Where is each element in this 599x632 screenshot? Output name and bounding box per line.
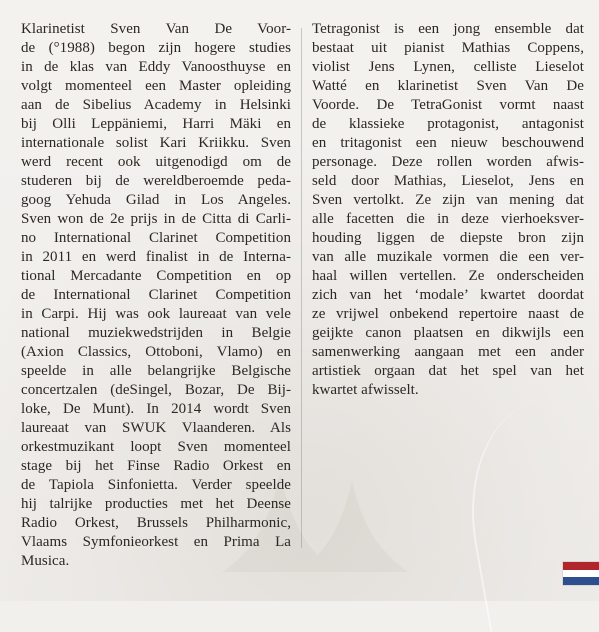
right_column-line-7: en tritagonist een nieuw beschouwend: [312, 135, 584, 151]
right_column-line-1: Tetragonist is een jong ensemble dat: [312, 21, 584, 37]
column-divider: [301, 28, 302, 548]
decorative-arc: [452, 388, 599, 631]
right_column-line-9: seld door Mathias, Lieselot, Jens en: [312, 173, 584, 189]
left_column-line-29: Musica.: [21, 553, 70, 569]
right_column-line-4: Watté en klarinetist Sven Van De: [312, 78, 584, 94]
left_column-line-26: hij talrijke producties met het Deense: [21, 496, 291, 512]
left_column-line-4: volgt momenteel een Master opleiding: [21, 78, 291, 94]
flag-blue-stripe: [563, 577, 599, 585]
right_column-line-5: Voorde. De TetraGonist vormt naast: [312, 97, 584, 113]
left_column-line-24: stage bij het Finse Radio Orkest en: [21, 458, 291, 474]
right_column-line-10: Sven vertolkt. Ze zijn van mening dat: [312, 192, 584, 208]
right_column-line-16: ze vrijwel onbekend repertoire naast de: [312, 306, 584, 322]
left_column-line-28: Vlaams Symfonieorkest en Prima La: [21, 534, 291, 550]
left_column-line-15: de International Clarinet Competition: [21, 287, 291, 303]
left-text-column: [21, 20, 291, 571]
left_column-line-6: bij Olli Leppäniemi, Harri Mäki en: [21, 116, 291, 132]
right_column-line-8: personage. Deze rollen worden afwis-: [312, 154, 584, 170]
left_column-line-5: aan de Sibelius Academy in Helsinki: [21, 97, 291, 113]
right_column-line-14: haal willen vertellen. Ze onderscheiden: [312, 268, 584, 284]
right_column-line-2: bestaat uit pianist Mathias Coppens,: [312, 40, 584, 56]
right_column-line-13: van alle muzikale vormen die een ver-: [312, 249, 584, 265]
left_column-line-2: de (°1988) begon zijn hogere studies: [21, 40, 291, 56]
left_column-line-22: laureaat van SWUK Vlaanderen. Als: [21, 420, 291, 436]
left_column-line-9: studeren bij de wereldberoemde peda-: [21, 173, 291, 189]
watermark-shape-right: [298, 480, 408, 572]
left_column-line-7: internationale solist Kari Kriikku. Sven: [21, 135, 291, 151]
right_column-line-20: kwartet afwisselt.: [312, 382, 419, 398]
left_column-line-10: goog Yehuda Gilad in Los Angeles.: [21, 192, 291, 208]
left_column-line-11: Sven won de 2e prijs in de Citta di Carli-: [21, 211, 291, 227]
right_column-line-12: houding liggen de diepste bron zijn: [312, 230, 584, 246]
left_column-line-1: Klarinetist Sven Van De Voor-: [21, 21, 291, 37]
left_column-line-17: national muziekwedstrijden in Belgie: [21, 325, 291, 341]
flag-white-stripe: [563, 570, 599, 578]
flag-red-stripe: [563, 562, 599, 570]
left_column-line-12: no International Clarinet Competition: [21, 230, 291, 246]
right_column-line-3: violist Jens Lynen, celliste Lieselot: [312, 59, 584, 75]
left_column-line-16: in Carpi. Hij was ook laureaat van vele: [21, 306, 291, 322]
left_column-line-14: tional Mercadante Competition en op: [21, 268, 291, 284]
left_column-line-21: loke, De Munt). In 2014 wordt Sven: [21, 401, 291, 417]
right-text-column: [312, 20, 584, 400]
right_column-line-11: alle facetten die in deze vierhoeksver-: [312, 211, 584, 227]
left_column-line-23: orkestmuzikant loopt Sven momenteel: [21, 439, 291, 455]
left_column-line-25: de Tapiola Sinfonietta. Verder speelde: [21, 477, 291, 493]
left_column-line-20: concertzalen (deSingel, Bozar, De Bij-: [21, 382, 291, 398]
left_column-line-27: Radio Orkest, Brussels Philharmonic,: [21, 515, 291, 531]
right_column-line-15: zich van het ‘modale’ kwartet doordat: [312, 287, 584, 303]
left_column-line-3: in de klas van Eddy Vanoosthuyse en: [21, 59, 291, 75]
left_column-line-8: werd recent ook uitgenodigd om de: [21, 154, 291, 170]
left_column-line-13: in 2011 en werd finalist in de Interna-: [21, 249, 291, 265]
right_column-line-19: artistiek orgaan dat het spel van het: [312, 363, 584, 379]
right_column-line-6: de klassieke protagonist, antagonist: [312, 116, 584, 132]
left_column-line-19: speelde in alle belangrijke Belgische: [21, 363, 291, 379]
left_column-line-18: (Axion Classics, Ottoboni, Vlamo) en: [21, 344, 291, 360]
right_column-line-17: geijkte canon plaatsen en dikwijls een: [312, 325, 584, 341]
netherlands-flag: [563, 562, 599, 585]
right_column-line-18: samenwerking aangaan met een ander: [312, 344, 584, 360]
